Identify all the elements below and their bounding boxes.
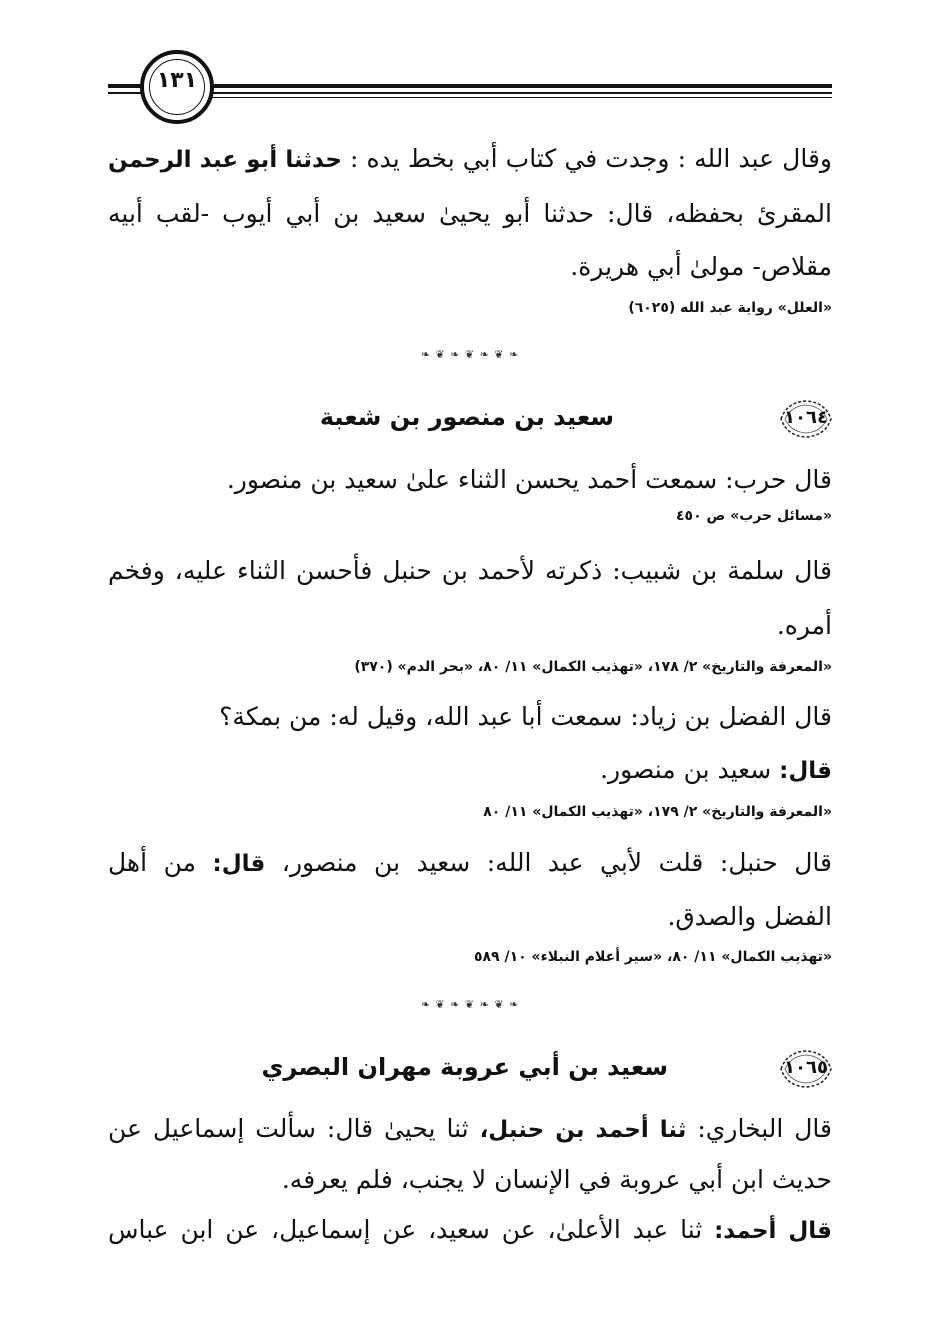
text-line: مقلاص- مولىٰ أبي هريرة. xyxy=(570,252,832,281)
text-line: قال حرب: سمعت أحمد يحسن الثناء علىٰ سعيد بن منصور. xyxy=(226,465,832,494)
text-line: قال: سعيد بن منصور. xyxy=(600,755,832,784)
text-line: حديث ابن أبي عروبة في الإنسان لا يجنب، فلم يعرفه. xyxy=(281,1165,832,1194)
entry-number-badge xyxy=(773,396,839,442)
entry-number: ١٠٦٤ xyxy=(784,407,828,428)
text-line: وقال عبد الله : وجدت في كتاب أبي بخط يده : حدثنا أبو عبد الرحمن xyxy=(108,144,832,173)
text-line: الفضل والصدق. xyxy=(667,902,832,931)
page-number-circle xyxy=(140,50,214,124)
source-citation: «المعرفة والتاريخ» ٢/ ١٧٩، «تهذيب الكمال» ١١/ ٨٠ xyxy=(483,804,832,820)
entry-title: سعيد بن أبي عروبة مهران البصري xyxy=(261,1053,668,1081)
header-rule-thick xyxy=(108,84,832,88)
page-number: ١٣١ xyxy=(156,68,198,93)
source-citation: «العلل» رواية عبد الله (٦٠٢٥) xyxy=(628,300,832,316)
text-line: قال أحمد: ثنا عبد الأعلىٰ، عن سعيد، عن إسماعيل، عن ابن عباس xyxy=(108,1215,832,1244)
text-line: قال البخاري: ثنا أحمد بن حنبل، ثنا يحيىٰ قال: سألت إسماعيل عن xyxy=(108,1114,833,1143)
text-line: المقرئ بحفظه، قال: حدثنا أبو يحيىٰ سعيد بن أبي أيوب -لقب أبيه xyxy=(108,199,832,228)
text-line: أمره. xyxy=(776,611,832,640)
text-line: قال حنبل: قلت لأبي عبد الله: سعيد بن منصور، قال: من أهل xyxy=(108,848,832,877)
ornament-divider: ❧ ❦ ❧ ❦ ❧ ❦ ❧ xyxy=(420,998,520,1011)
source-citation: «مسائل حرب» ص ٤٥٠ xyxy=(676,508,832,524)
entry-title: سعيد بن منصور بن شعبة xyxy=(319,403,614,431)
entry-number: ١٠٦٥ xyxy=(784,1057,828,1078)
header-rule-hairline xyxy=(150,97,832,98)
ornament-divider: ❧ ❦ ❧ ❦ ❧ ❦ ❧ xyxy=(420,348,520,361)
source-citation: «المعرفة والتاريخ» ٢/ ١٧٨، «تهذيب الكمال» ١١/ ٨٠، «بحر الدم» (٣٧٠) xyxy=(354,659,832,675)
text-line: قال سلمة بن شبيب: ذكرته لأحمد بن حنبل فأحسن الثناء عليه، وفخم xyxy=(108,556,832,585)
header-rule-thin xyxy=(108,92,832,94)
entry-number-badge xyxy=(773,1046,839,1092)
text-line: قال الفضل بن زياد: سمعت أبا عبد الله، وقيل له: من بمكة؟ xyxy=(219,702,832,731)
source-citation: «تهذيب الكمال» ١١/ ٨٠، «سير أعلام النبلاء» ١٠/ ٥٨٩ xyxy=(473,949,832,965)
